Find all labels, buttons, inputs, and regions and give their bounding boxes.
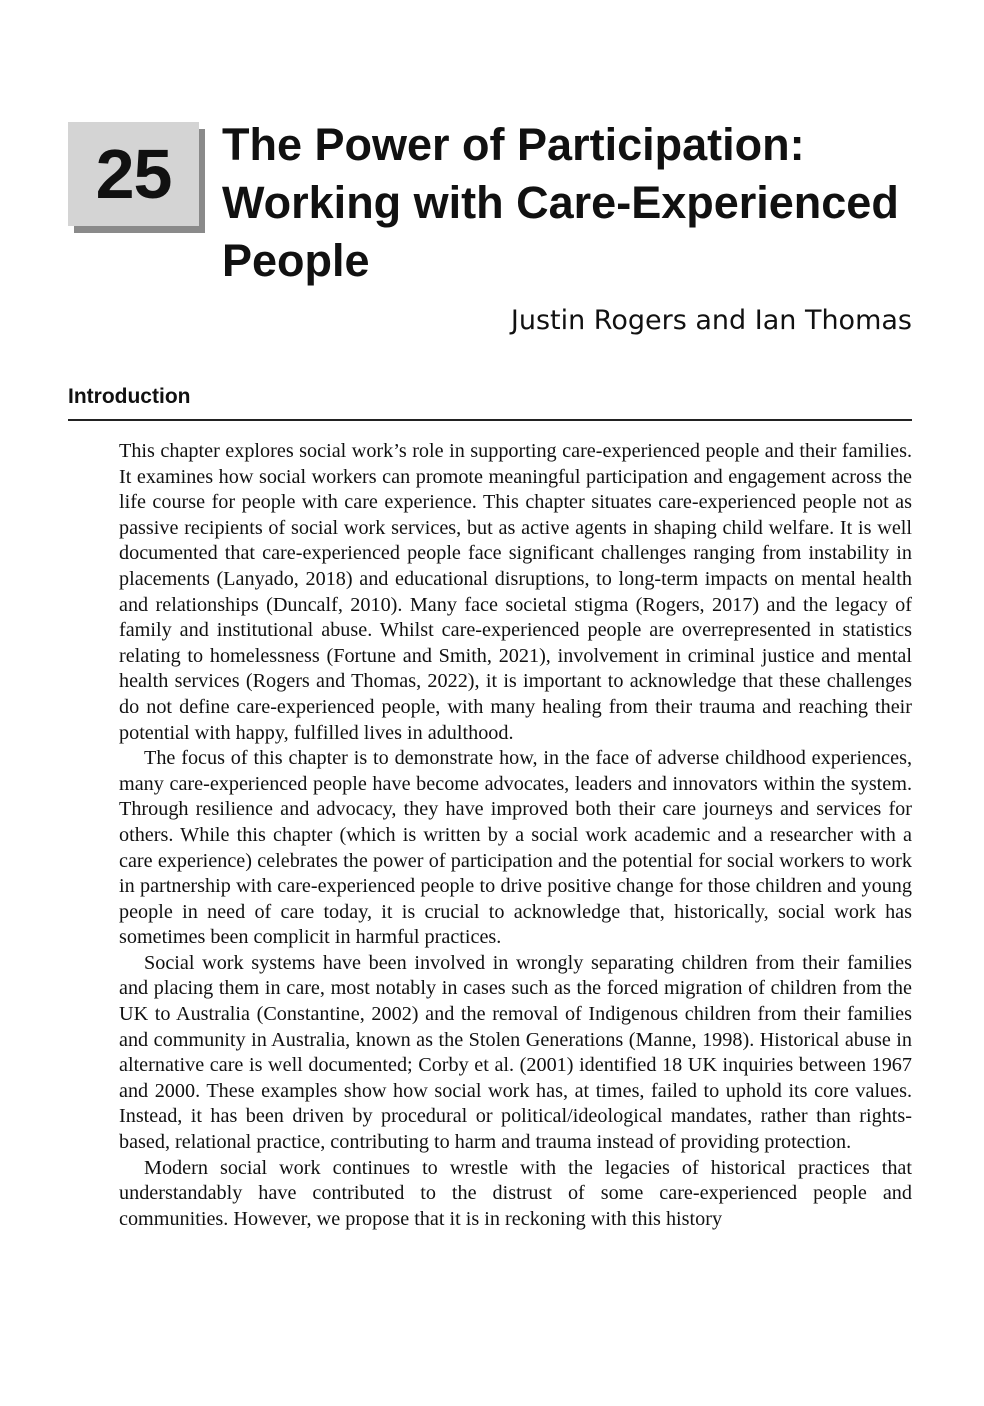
section-heading: Introduction (68, 385, 191, 408)
chapter-title-line: Working with Care-Experienced (222, 177, 899, 228)
chapter-title (222, 116, 922, 290)
chapter-title-line: The Power of Participation: (222, 119, 805, 170)
chapter-number: 25 (95, 135, 172, 213)
paragraph: Social work systems have been involved in wrongly separating children from their families and placing them in care, most notably in cases such as the forced migration of children from the UK to Australia (Constantine, 2002) and the removal of Indigenous children from their families and community in Australia, known as the Stolen Generations (Manne, 1998). Historical abuse in alternative care is well documented; Corby et al. (2001) identified 18 UK inquiries between 1967 and 2000. These examples show how social work has, at times, failed to uphold its core values. Instead, it has been driven by procedural or political/ideological mandates, rather than rights-based, relational practice, contributing to harm and trauma instead of providing protection. (119, 951, 912, 1154)
body-text (119, 439, 912, 1232)
paragraph: The focus of this chapter is to demonstrate how, in the face of adverse childhood experiences, many care-experienced people have become advocates, leaders and innovators within the system. Through resilience and advocacy, they have improved both their care journeys and services for others. While this chapter (which is written by a social work academic and a researcher with a care experience) celebrates the power of participation and the potential for social workers to work in partnership with care-experienced people to drive positive change for those children and young people in need of care today, it is crucial to acknowledge that, historically, social work has sometimes been complicit in harmful practices. (119, 747, 912, 949)
paragraph: This chapter explores social work’s role in supporting care-experienced people and their families. It examines how social workers can promote meaningful participation and engagement across the life course for people with care experience. This chapter situates care-experienced people not as passive recipients of social work services, but as active agents in shaping child welfare. It is well documented that care-experienced people face significant challenges ranging from instability in placements (Lanyado, 2018) and educational disruptions, to long-term impacts on mental health and relationships (Duncalf, 2010). Many face societal stigma (Rogers, 2017) and the legacy of family and institutional abuse. Whilst care-experienced people are overrepresented in statistics relating to homelessness (Fortune and Smith, 2021), involvement in criminal justice and mental health services (Rogers and Thomas, 2022), it is important to acknowledge that these challenges do not define care-experienced people, with many healing from their trauma and reaching their potential with happy, fulfilled lives in adulthood. (119, 440, 912, 744)
chapter-title-line: People (222, 235, 370, 286)
section-divider (68, 419, 912, 421)
paragraph: Modern social work continues to wrestle with the legacies of historical practices that understandably have contributed to the distrust of some care-experienced people and communities. However, we propose that it is in reckoning with this history (119, 1156, 912, 1230)
chapter-number-box (68, 122, 199, 226)
chapter-authors: Justin Rogers and Ian Thomas (510, 305, 912, 336)
